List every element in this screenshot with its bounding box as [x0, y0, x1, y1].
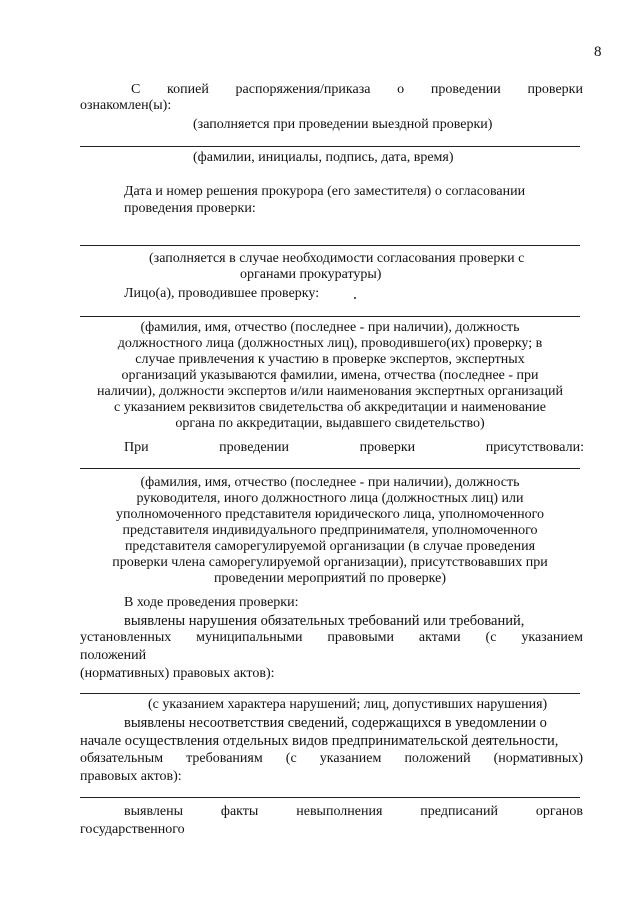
s4-line: [80, 468, 580, 469]
s7-w3: предписаний: [420, 804, 499, 819]
s6-w1: требованиям: [186, 751, 263, 766]
s1-w3: о: [397, 82, 405, 97]
s5-w1: муниципальными: [196, 630, 303, 645]
s6-w4: положений: [404, 751, 471, 766]
s1-w2: распоряжения/приказа: [235, 82, 371, 97]
s1-w1: копией: [167, 82, 209, 97]
s7-l2: государственного: [80, 822, 185, 837]
s4-cap-6: проведении мероприятий по проверке): [213, 571, 447, 586]
s3-label: Лицо(а), проводившее проверку:: [124, 286, 320, 301]
s2-cap1: (заполняется в случае необходимости согласования проверки с: [149, 251, 525, 266]
s4-cap-2: уполномоченного представителя юридического лица, уполномоченного: [115, 507, 545, 522]
s7-w4: органов: [535, 804, 583, 819]
s3-line: [80, 316, 580, 317]
s4-w2: проверки: [359, 440, 416, 455]
s7-l1: [124, 804, 583, 820]
s3-cap-1: должностного лица (должностных лиц), проводившего(их) проверку; в: [117, 336, 543, 351]
s5-l3: положений: [80, 648, 147, 663]
s4-w3: присутствовали:: [485, 440, 584, 455]
s4-cap-3: представителя индивидуального предпринимателя, уполномоченного: [122, 523, 538, 538]
s1-note: (заполняется при проведении выездной проверки): [193, 117, 493, 132]
s1-line2: ознакомлен(ы):: [80, 98, 172, 113]
s6-l1: выявлены несоответствия сведений, содержащихся в уведомлении о: [124, 715, 547, 731]
s5-w5: указанием: [521, 630, 583, 645]
s5-intro: В ходе проведения проверки:: [124, 595, 299, 610]
s5-l2: [80, 630, 583, 646]
s1-caption: (фамилии, инициалы, подпись, дата, время): [193, 150, 454, 165]
s2-line: [80, 245, 580, 246]
s2-line2: проведения проверки:: [124, 201, 256, 216]
s6-l3: [80, 751, 583, 767]
s4-w0: При: [124, 440, 149, 455]
s5-l4: (нормативных) правовых актов):: [80, 666, 275, 681]
page-number: 8: [594, 44, 602, 60]
s4-w1: проведении: [219, 440, 290, 455]
s4-caption: [80, 475, 580, 587]
s6-l2: начале осуществления отдельных видов предпринимательской деятельности,: [80, 733, 559, 749]
s2-cap2: органами прокуратуры): [240, 267, 382, 282]
s1-w0: С: [131, 82, 141, 97]
s5-w4: (с: [485, 630, 497, 645]
s6-line: [80, 797, 580, 798]
s7-w0: выявлены: [124, 804, 183, 819]
s1-w4: проведении: [430, 82, 501, 97]
s4-line1: [124, 440, 584, 456]
s3-cap-6: органа по аккредитации, выдавшего свидетельство): [175, 416, 485, 431]
s1-w5: проверки: [527, 82, 583, 97]
s4-cap-4: представителя саморегулируемой организации (в случае проведения: [124, 539, 536, 554]
s5-w0: установленных: [80, 630, 172, 645]
s3-cap-5: с указанием реквизитов свидетельства об аккредитации и наименование: [114, 400, 546, 415]
s3-cap-0: (фамилия, имя, отчество (последнее - при наличии), должность: [140, 320, 520, 335]
s1-line1: [131, 82, 583, 98]
s6-l4: правовых актов):: [80, 769, 182, 784]
s5-line: [80, 693, 580, 694]
s4-cap-1: руководителя, иного должностного лица (должностных лиц) или: [136, 491, 524, 506]
s6-w2: (с: [285, 751, 297, 766]
s1-signature-line: [80, 146, 580, 147]
s6-w0: обязательным: [80, 751, 164, 766]
s4-cap-0: (фамилия, имя, отчество (последнее - при наличии), должность: [140, 475, 520, 490]
s4-cap-5: проверки члена саморегулируемой организации), присутствовавших при: [112, 555, 548, 570]
s3-cap-4: наличии), должности экспертов и/или наименования экспертных организаций: [96, 384, 564, 399]
s3-cap-2: случае привлечения к участию в проверке экспертов, экспертных: [135, 352, 525, 367]
s5-w2: правовыми: [327, 630, 394, 645]
s6-w5: (нормативных): [493, 751, 583, 766]
s7-w2: невыполнения: [296, 804, 383, 819]
s5-cap: (с указанием характера нарушений; лиц, допустивших нарушения): [148, 697, 548, 712]
s5-l1: выявлены нарушения обязательных требований или требований,: [124, 613, 525, 629]
s2-line1: Дата и номер решения прокурора (его заместителя) о согласовании: [124, 184, 526, 199]
s3-cap-3: организаций указываются фамилии, имена, отчества (последнее - при: [121, 368, 539, 383]
s6-w3: указанием: [319, 751, 382, 766]
scan-speck: [354, 297, 356, 299]
s3-caption: [80, 320, 580, 432]
s5-w3: актами: [418, 630, 461, 645]
s7-w1: факты: [220, 804, 259, 819]
